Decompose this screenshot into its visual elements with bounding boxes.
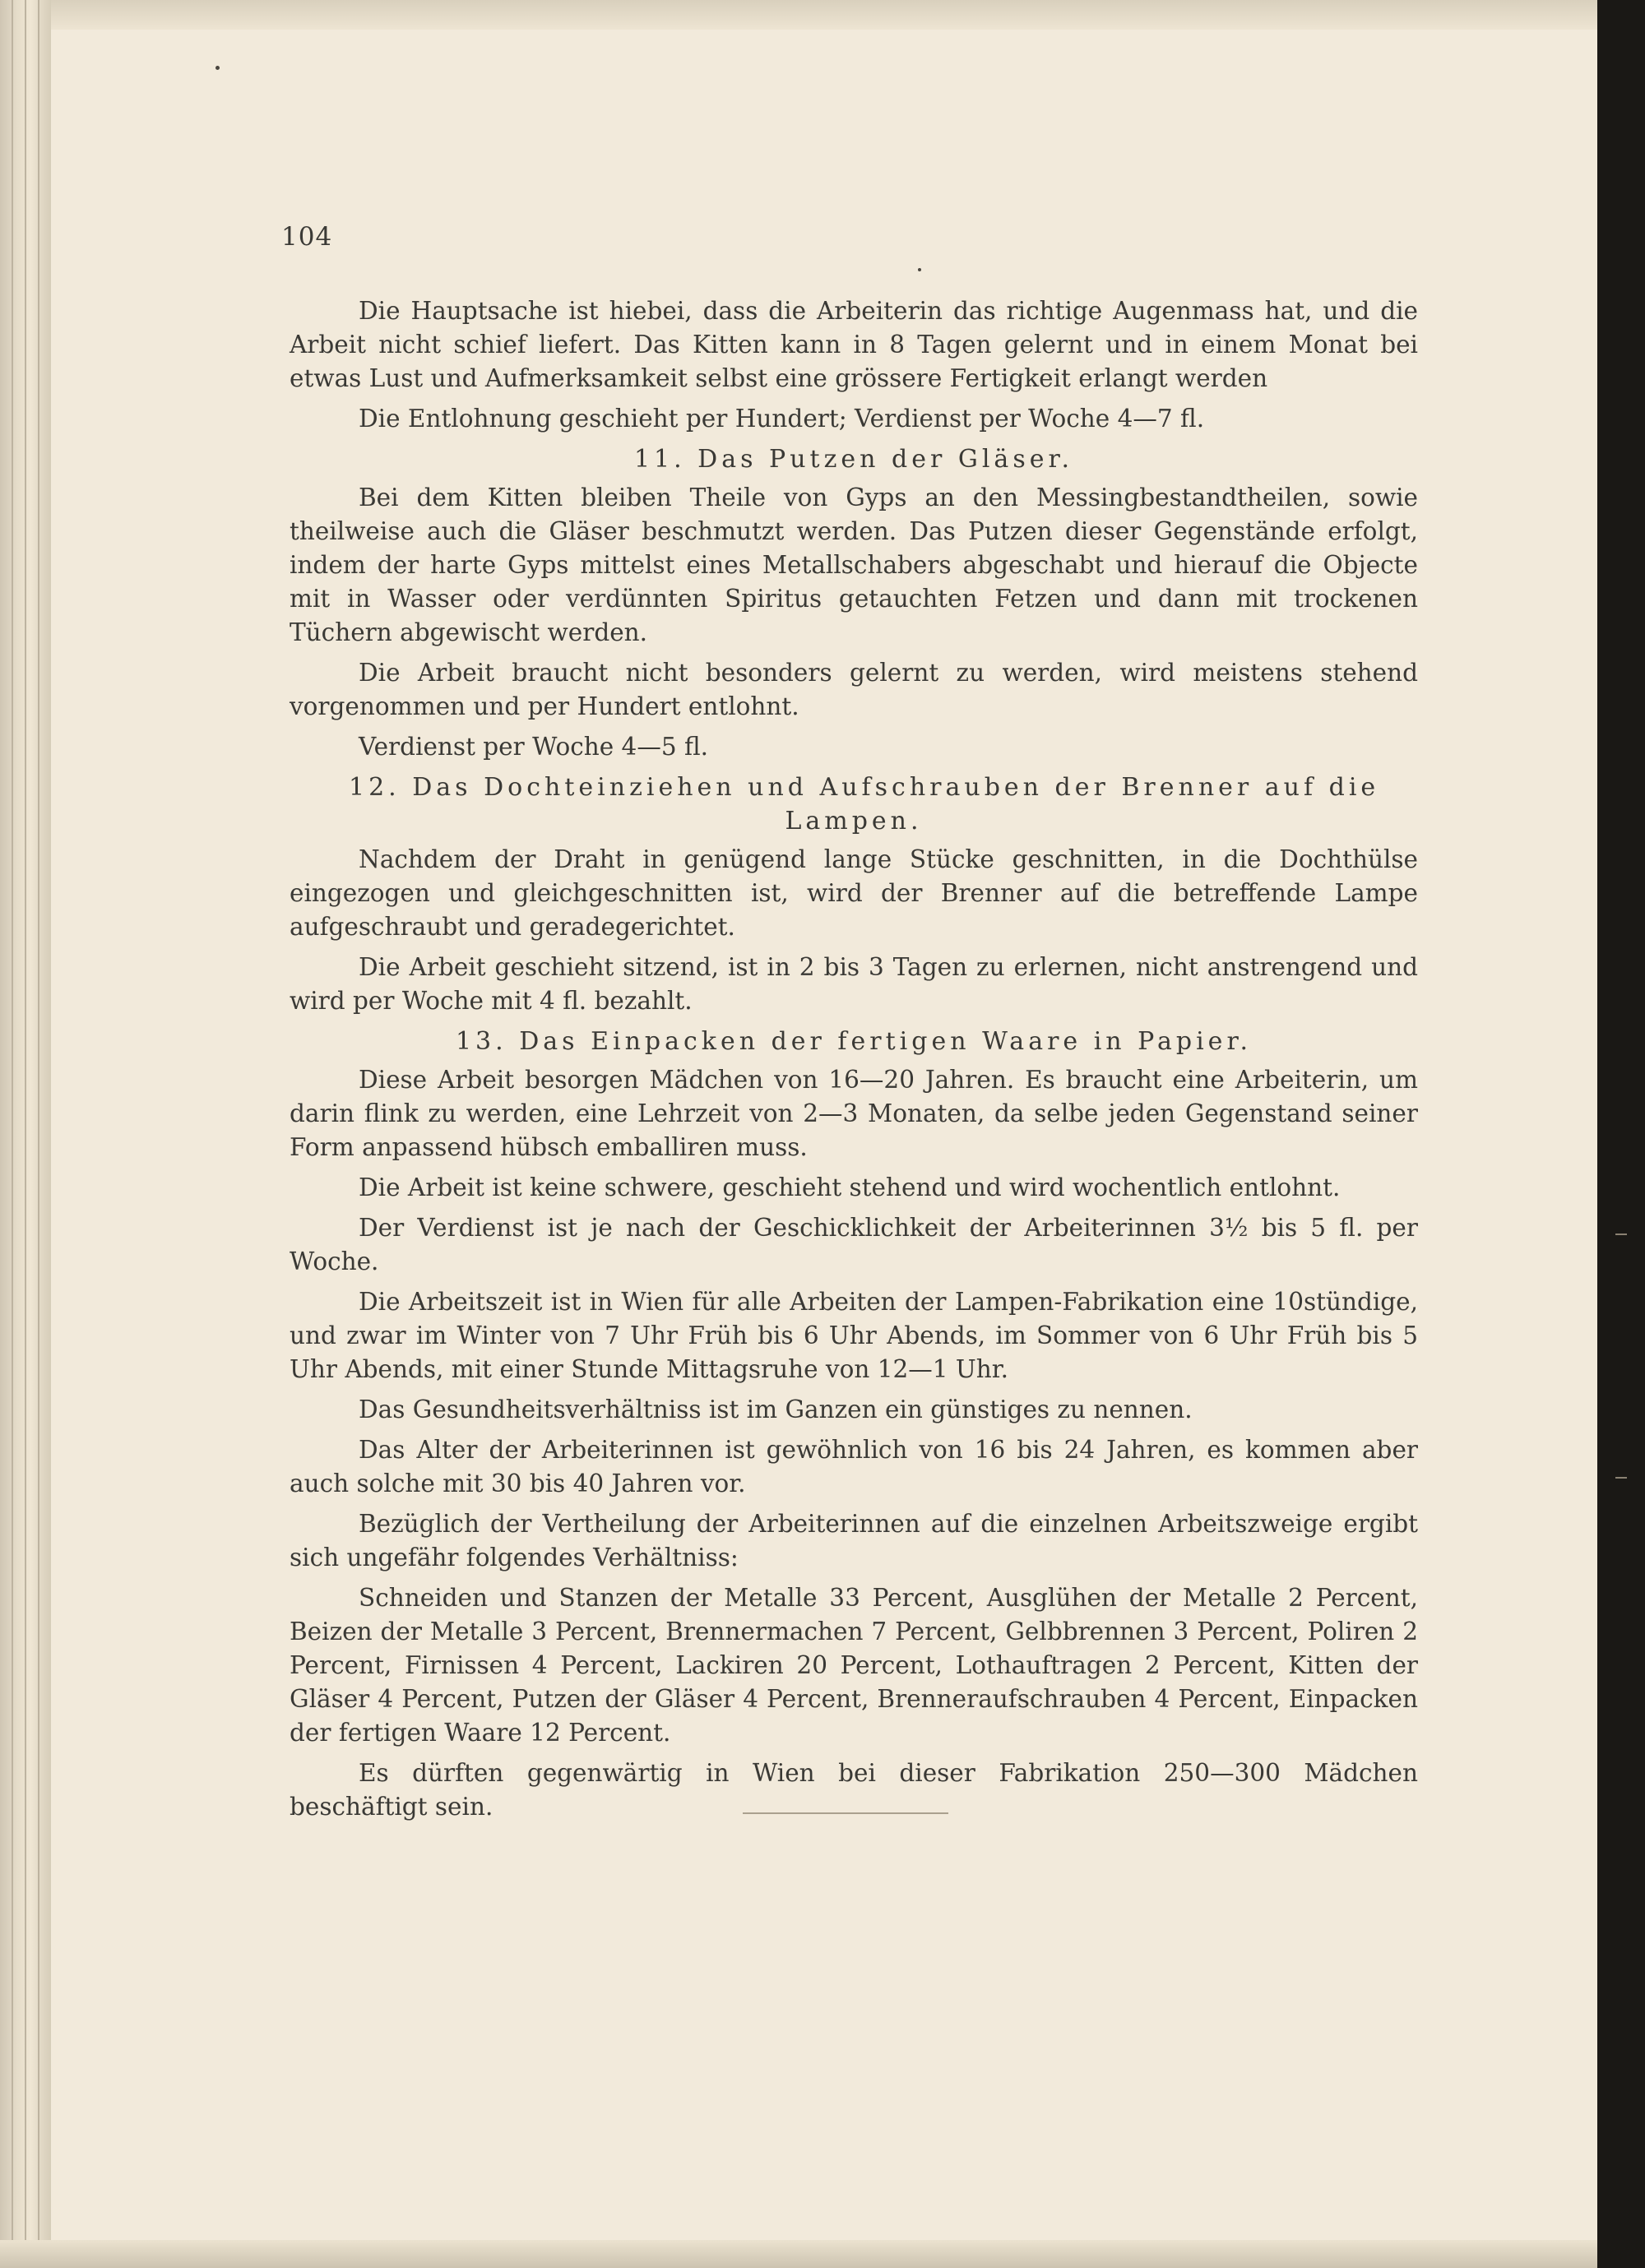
section-heading: 13. Das Einpacken der fertigen Waare in Papier. — [455, 1027, 1253, 1056]
speck — [918, 268, 921, 271]
section-heading-line: 12. Das Dochteinziehen und Aufschrauben der Brenner auf die — [349, 773, 1380, 802]
paragraph: Nachdem der Draht in genügend lange Stücke geschnitten, in die Dochthülse eingezogen und gleichgeschnitten ist, wird der Brenner auf die betreffende Lampe aufgeschraubt und geradegerichtet. — [290, 845, 1418, 941]
page-stack-line — [38, 0, 39, 2268]
section-heading-line: Lampen. — [785, 807, 923, 835]
paragraph: Diese Arbeit besorgen Mädchen von 16—20 Jahren. Es braucht eine Arbeiterin, um darin flink zu werden, eine Lehrzeit von 2—3 Monaten, da selbe jeden Gegenstand seiner Form anpassend hübsch emballiren muss. — [290, 1066, 1418, 1161]
paragraph: Schneiden und Stanzen der Metalle 33 Percent, Ausglühen der Metalle 2 Percent, Beizen der Metalle 3 Percent, Brennermachen 7 Percent, Gelbbrennen 3 Percent, Poliren 2 Percent, Firnissen 4 Percent, Lackiren 20 Percent, Lothauftragen 2 Percent, Kitten der Gläser 4 Percent, Putzen der Gläser 4 Percent, Brenneraufschrauben 4 Percent, Einpacken der fertigen Waare 12 Percent. — [290, 1584, 1418, 1747]
page-stack-line — [12, 0, 13, 2268]
page-bottom-edge — [0, 2240, 1597, 2268]
paragraph: Die Hauptsache ist hiebei, dass die Arbeiterin das richtige Augenmass hat, und die Arbeit nicht schief liefert. Das Kitten kann in 8 Tagen gelernt und in einem Monat bei etwas Lust und Aufmerksamkeit selbst eine grössere Fertigkeit erlangt werden — [290, 297, 1418, 392]
end-rule — [743, 1812, 948, 1814]
paragraph: Das Alter der Arbeiterinnen ist gewöhnlich von 16 bis 24 Jahren, es kommen aber auch solche mit 30 bis 40 Jahren vor. — [290, 1436, 1418, 1497]
body-text — [290, 294, 1418, 1831]
paragraph: Verdienst per Woche 4—5 fl. — [359, 733, 709, 761]
paragraph: Bezüglich der Vertheilung der Arbeiterinnen auf die einzelnen Arbeitszweige ergibt sich ungefähr folgendes Verhältniss: — [290, 1510, 1418, 1571]
speck — [215, 66, 220, 70]
paragraph: Die Arbeit ist keine schwere, geschieht stehend und wird wochentlich entlohnt. — [359, 1173, 1341, 1201]
paragraph: Das Gesundheitsverhältniss ist im Ganzen ein günstiges zu nennen. — [359, 1396, 1193, 1423]
page-stack-line — [25, 0, 26, 2268]
paragraph: Die Arbeit braucht nicht besonders gelernt zu werden, wird meistens stehend vorgenommen und per Hundert entlohnt. — [290, 659, 1418, 720]
section-heading — [290, 771, 1418, 838]
margin-mark — [1615, 1477, 1627, 1479]
page-top-edge — [0, 0, 1597, 30]
margin-mark — [1615, 1234, 1627, 1235]
page-number: 104 — [281, 222, 333, 252]
paragraph: Der Verdienst ist je nach der Geschicklichkeit der Arbeiterinnen 3½ bis 5 fl. per Woche. — [290, 1214, 1418, 1275]
paragraph: Die Arbeitszeit ist in Wien für alle Arbeiten der Lampen-Fabrikation eine 10stündige, und zwar im Winter von 7 Uhr Früh bis 6 Uhr Abends, im Sommer von 6 Uhr Früh bis 5 Uhr Abends, mit einer Stunde Mittagsruhe von 12—1 Uhr. — [290, 1288, 1418, 1383]
scan-background-right — [1597, 0, 1645, 2268]
paragraph: Es dürften gegenwärtig in Wien bei dieser Fabrikation 250—300 Mädchen beschäftigt sein. — [290, 1759, 1418, 1821]
paragraph: Die Arbeit geschieht sitzend, ist in 2 bis 3 Tagen zu erlernen, nicht anstrengend und wird per Woche mit 4 fl. bezahlt. — [290, 953, 1418, 1015]
paragraph: Die Entlohnung geschieht per Hundert; Verdienst per Woche 4—7 fl. — [359, 405, 1205, 433]
paragraph: Bei dem Kitten bleiben Theile von Gyps an den Messingbestandtheilen, sowie theilweise auch die Gläser beschmutzt werden. Das Putzen dieser Gegenstände erfolgt, indem der harte Gyps mittelst eines Metallschabers abgeschabt und hierauf die Objecte mit in Wasser oder verdünnten Spiritus getauchten Fetzen und dann mit trockenen Tüchern abgewischt werden. — [290, 484, 1418, 646]
section-heading: 11. Das Putzen der Gläser. — [633, 445, 1074, 474]
